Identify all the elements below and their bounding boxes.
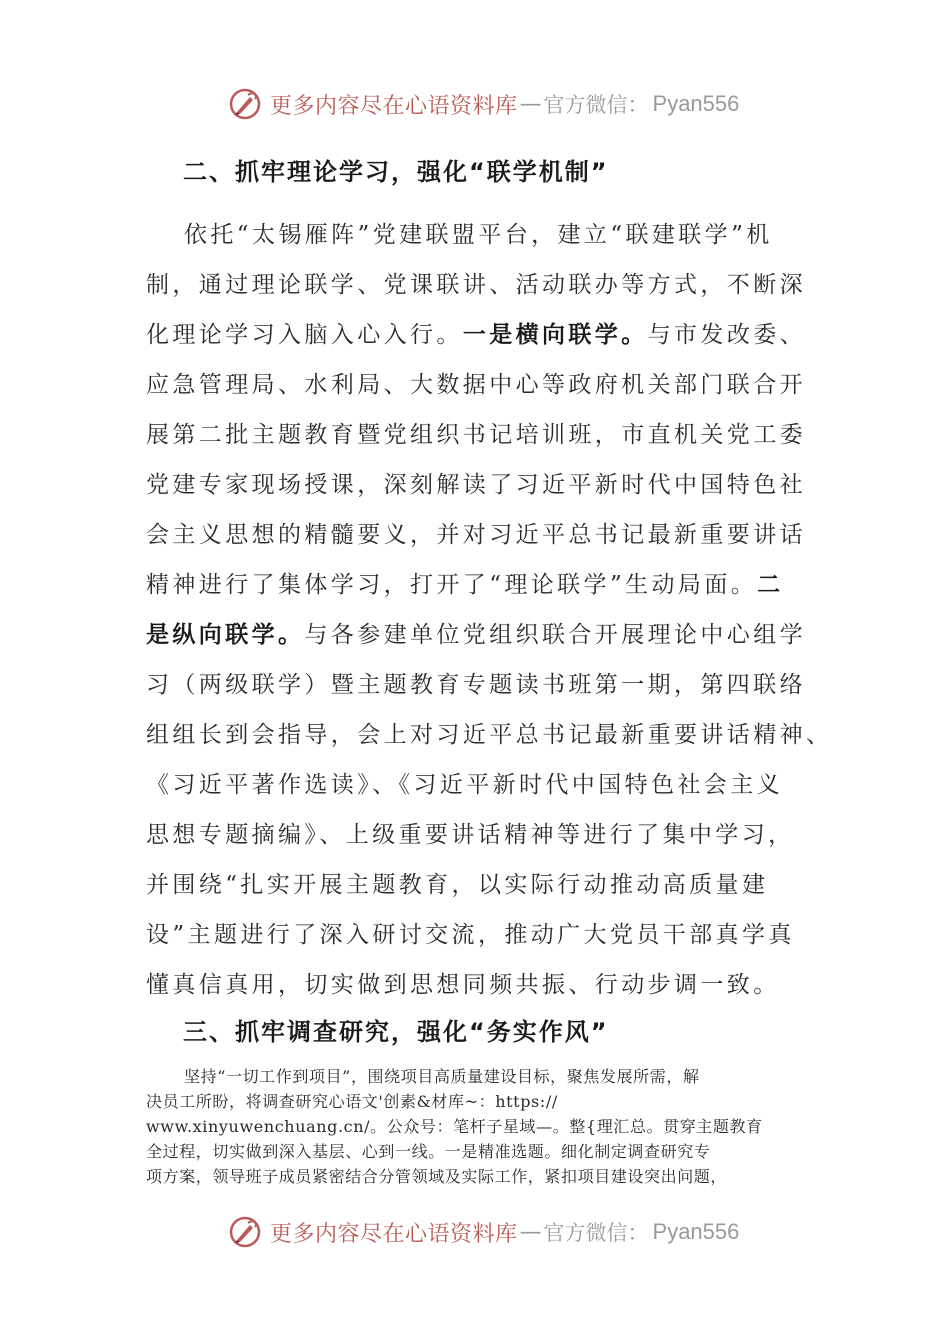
paragraph-line [146,810,806,860]
paragraph-line: 决员工所盼，将调查研究心语文'创素&材库~：https:// [146,1092,558,1111]
line-text: 应急管理局、水利局、大数据中心等政府机关部门联合开 [146,372,806,398]
line-text: 思想专题摘编》、上级重要讲话精神等进行了集中学习， [146,822,795,848]
pen-logo-icon [228,1215,262,1249]
section-heading-2: 二、抓牢理论学习，强化“联学机制” [183,158,609,186]
pen-logo-icon [228,87,262,121]
line-text: 会主义思想的精髓要义，并对习近平总书记最新重要讲话 [146,522,806,548]
line-text: 与市发改委、 [647,322,807,348]
bold-lead-phrase: 一是横向联学。 [462,322,648,348]
line-text: 并围绕“扎实开展主题教育，以实际行动推动高质量建 [146,872,769,898]
banner-separator: — [519,91,542,117]
section-heading-3: 三、抓牢调查研究，强化“务实作风” [183,1018,609,1046]
paragraph-line [146,860,806,910]
paragraph-line [146,360,806,410]
paragraph-line [146,310,806,360]
line-text: 与各参建单位党组织联合开展理论中心组学 [304,622,807,648]
paragraph-line [146,660,806,710]
line-text: 组组长到会指导，会上对习近平总书记最新重要讲话精神、 [146,722,833,748]
line-text: 《习近平著作选读》、《习近平新时代中国特色社会主义 [146,772,783,798]
line-text: 化理论学习入脑入心入行。 [146,322,463,348]
line-text: 懂真信真用，切实做到思想同频共振、行动步调一致。 [146,972,780,998]
paragraph-line [146,910,806,960]
line-text: 设”主题进行了深入研讨交流，推动广大党员干部真学真 [146,922,795,948]
paragraph-line [146,960,806,1010]
paragraph-line: 全过程，切实做到深入基层、心到一线。一是精准选题。细化制定调查研究专 [146,1142,711,1161]
footer-watermark-banner [228,1212,739,1252]
line-text: 习（两级联学）暨主题教育专题读书班第一期，第四联络 [146,672,806,698]
paragraph-line [146,460,806,510]
paragraph-line: 坚持“一切工作到项目”，围绕项目高质量建设目标，聚焦发展所需，解 [184,1067,700,1086]
line-text: 依托“太锡雁阵”党建联盟平台，建立“联建联学”机 [184,222,773,248]
banner-wechat-id: Pyan556 [652,1219,740,1244]
paragraph-line [146,210,806,260]
banner-wechat-label: 官方微信： [543,93,649,117]
paragraph-line [146,760,806,810]
paragraph-line [146,610,806,660]
line-text: 党建专家现场授课，深刻解读了习近平新时代中国特色社 [146,472,806,498]
banner-separator: — [519,1219,542,1245]
paragraph-line [146,710,833,760]
paragraph-line: 项方案，领导班子成员紧密结合分管领域及实际工作，紧扣项目建设突出问题， [146,1167,728,1186]
banner-wechat-label: 官方微信： [543,1221,649,1245]
line-text: 精神进行了集体学习，打开了“理论联学”生动局面。 [146,572,758,598]
paragraph-line: www.xinyuwenchuang.cn/。公众号：笔杆子星域—。整{理汇总。贯穿主题教育 [146,1117,763,1136]
paragraph-line [146,510,806,560]
paragraph-line [146,410,806,460]
bold-lead-phrase: 是纵向联学。 [146,622,305,648]
banner-text: 更多内容尽在心语资料库 [270,93,518,119]
header-watermark-banner [228,84,739,124]
section-2-paragraph [146,210,833,1010]
banner-text: 更多内容尽在心语资料库 [270,1221,518,1247]
banner-wechat-id: Pyan556 [652,91,740,116]
line-text: 制，通过理论联学、党课联讲、活动联办等方式，不断深 [146,272,806,298]
paragraph-line [146,260,806,310]
line-text: 展第二批主题教育暨党组织书记培训班，市直机关党工委 [146,422,806,448]
bold-lead-phrase: 二 [757,572,784,598]
section-3-paragraph [146,1064,806,1189]
paragraph-line [146,560,806,610]
